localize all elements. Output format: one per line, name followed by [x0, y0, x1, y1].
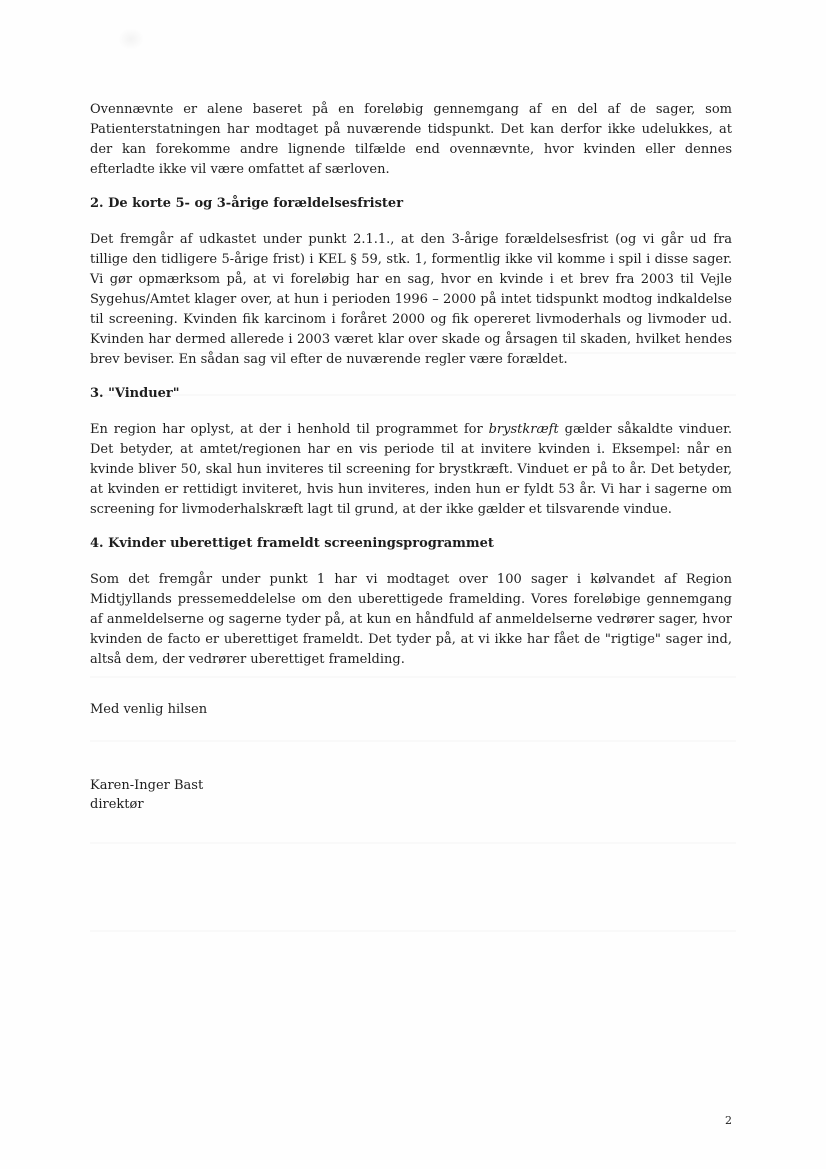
- bleed-through-line: [90, 842, 736, 844]
- section-body-forældelsesfrister: Det fremgår af udkastet under punkt 2.1.1., at den 3-årige forældelsesfrist (og vi går ud fra tillige den tidligere 5-årige frist) i KEL § 59, stk. 1, formentlig ikke vil komme i spil i disse sager. Vi gør opmærksom på, at vi foreløbig har en sag, hvor en kvinde i et brev fra 2003 til Vejle Sygehus/Amtet klager over, at hun i perioden 1996 – 2000 på intet tidspunkt modtog indkaldelse til screening. Kvinden fik karcinom i foråret 2000 og fik opereret livmoderhals og livmoder ud. Kvinden har dermed allerede i 2003 været klar over skade og årsagen til skaden, hvilket hendes brev beviser. En sådan sag vil efter de nuværende regler være forældet.: [90, 232, 732, 367]
- page-number: 2: [725, 1114, 732, 1127]
- signature-name: Karen-Inger Bast: [90, 778, 204, 793]
- section-heading-vinduer: 3. "Vinduer": [90, 386, 180, 401]
- letter-body: [90, 100, 732, 814]
- bleed-through-logo: [118, 28, 144, 50]
- intro-paragraph: Ovennævnte er alene baseret på en foreløbig gennemgang af en del af de sager, som Patienterstatningen har modtaget på nuværende tidspunkt. Det kan derfor ikke udelukkes, at der kan forekomme andre lignende tilfælde end ovennævnte, hvor kvinden eller dennes efterladte ikke vil være omfattet af særloven.: [90, 102, 732, 177]
- section-heading-frameldt: 4. Kvinder uberettiget frameldt screeningsprogrammet: [90, 536, 494, 551]
- signature-title: direktør: [90, 797, 144, 812]
- bleed-through-line: [90, 930, 736, 932]
- closing-greeting: Med venlig hilsen: [90, 702, 208, 717]
- section-body-vinduer-part2: gælder såkaldte vinduer. Det betyder, at amtet/regionen har en vis periode til at invitere kvinden i. Eksempel: når en kvinde bliver 50, skal hun inviteres til screening for brystkræft. Vinduet er på to år. Det betyder, at kvinden er rettidigt inviteret, hvis hun inviteres, inden hun er fyldt 53 år. Vi har i sagerne om screening for livmoderhalskræft lagt til grund, at der ikke gælder et tilsvarende vindue.: [90, 422, 733, 517]
- section-body-frameldt: Som det fremgår under punkt 1 har vi modtaget over 100 sager i kølvandet af Region Midtjyllands pressemeddelelse om den uberettigede framelding. Vores foreløbige gennemgang af anmeldelserne og sagerne tyder på, at kun en håndfuld af anmeldelserne vedrører sager, hvor kvinden de facto er uberettiget frameldt. Det tyder på, at vi ikke har fået de "rigtige" sager ind, altså dem, der vedrører uberettiget framelding.: [90, 572, 732, 667]
- section-body-vinduer-italic-term: brystkræft: [488, 422, 559, 437]
- section-body-vinduer: [90, 420, 732, 520]
- section-heading-forældelsesfrister: 2. De korte 5- og 3-årige forældelsesfrister: [90, 196, 404, 211]
- section-body-vinduer-part1: En region har oplyst, at der i henhold til programmet for: [90, 422, 489, 437]
